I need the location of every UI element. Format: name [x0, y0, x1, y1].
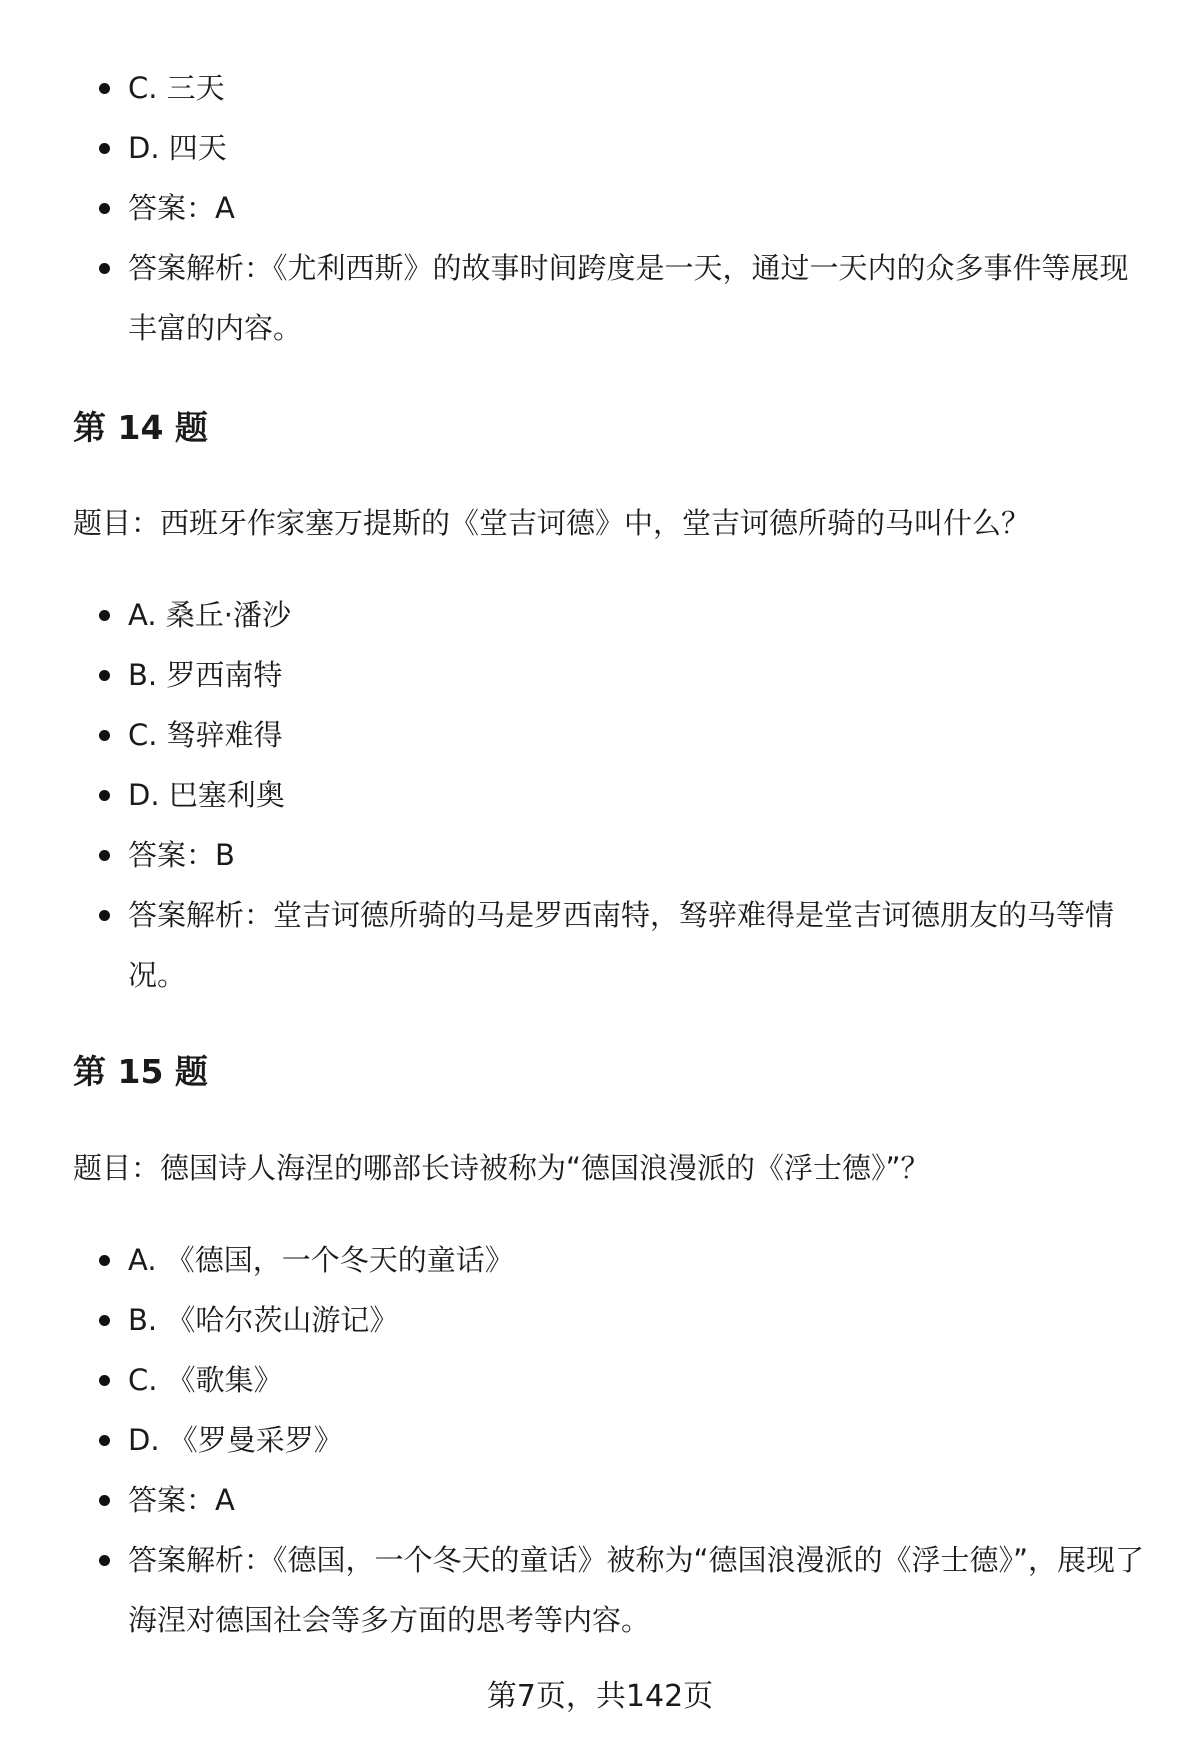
option-c: C. 三天 — [73, 58, 1153, 118]
option-c: C. 《歌集》 — [73, 1350, 1153, 1410]
question-14-list — [73, 585, 1153, 1005]
answer: 答案：A — [73, 178, 1153, 238]
question-15-list — [73, 1230, 1153, 1650]
option-b: B. 罗西南特 — [73, 645, 1153, 705]
option-b: B. 《哈尔茨山游记》 — [73, 1290, 1153, 1350]
previous-question-list — [73, 58, 1153, 358]
question-15-heading: 第 15 题 — [73, 1052, 208, 1091]
question-15-stem: 题目：德国诗人海涅的哪部长诗被称为“德国浪漫派的《浮士德》”？ — [73, 1151, 930, 1185]
option-d: D. 四天 — [73, 118, 1153, 178]
answer: 答案：A — [73, 1470, 1153, 1530]
option-a: A. 桑丘·潘沙 — [73, 585, 1153, 645]
answer-explanation: 答案解析：堂吉诃德所骑的马是罗西南特，驽骍难得是堂吉诃德朋友的马等情况。 — [73, 885, 1153, 1005]
answer-explanation: 答案解析：《德国，一个冬天的童话》被称为“德国浪漫派的《浮士德》”，展现了海涅对德国社会等多方面的思考等内容。 — [73, 1530, 1153, 1650]
question-14-stem: 题目：西班牙作家塞万提斯的《堂吉诃德》中，堂吉诃德所骑的马叫什么？ — [73, 506, 1031, 540]
answer-explanation: 答案解析：《尤利西斯》的故事时间跨度是一天，通过一天内的众多事件等展现丰富的内容。 — [73, 238, 1153, 358]
question-14-heading: 第 14 题 — [73, 408, 208, 447]
option-d: D. 巴塞利奥 — [73, 765, 1153, 825]
option-a: A. 《德国，一个冬天的童话》 — [73, 1230, 1153, 1290]
option-d: D. 《罗曼采罗》 — [73, 1410, 1153, 1470]
answer: 答案：B — [73, 825, 1153, 885]
page-number-footer: 第7页，共142页 — [486, 1679, 714, 1714]
option-c: C. 驽骍难得 — [73, 705, 1153, 765]
